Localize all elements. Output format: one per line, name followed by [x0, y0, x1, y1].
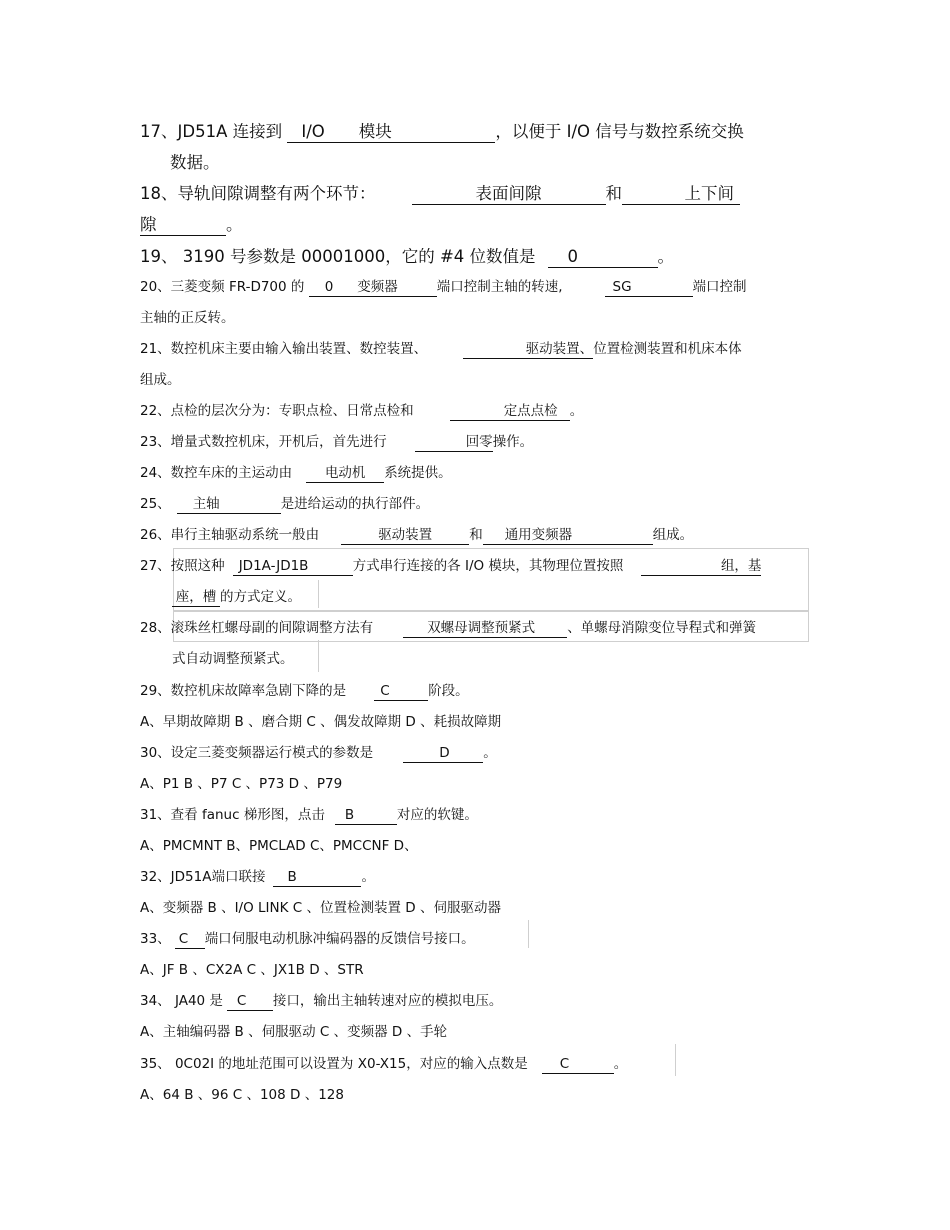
question-28-cont: 式自动调整预紧式。 [172, 651, 294, 667]
scan-line [528, 920, 529, 948]
question-35-options: A、64 B 、96 C 、108 D 、128 [140, 1087, 344, 1103]
answer-blank: 0 [548, 248, 658, 268]
question-31-options: A、PMCMNT B、PMCLAD C、PMCCNF D、 [140, 838, 418, 854]
answer-blank: JD1A-JD1B [233, 559, 353, 576]
question-text: 20、三菱变频 FR-D700 的 [140, 279, 305, 295]
question-27-cont [172, 589, 301, 607]
answer-blank: 座，槽 [172, 590, 220, 607]
question-text: 方式串行连接的各 I/O 模块，其物理位置按照 [352, 558, 624, 574]
answer-blank: 驱动装置、 [463, 342, 593, 359]
answer-blank: C [227, 994, 273, 1011]
question-18 [140, 184, 740, 205]
answer-blank: 0 变频器 [309, 280, 437, 297]
question-18-cont: 隙 。 [140, 215, 243, 234]
question-text: 接口，输出主轴转速对应的模拟电压。 [272, 993, 503, 1009]
question-29-options: A、早期故障期 B 、磨合期 C 、偶发故障期 D 、耗损故障期 [140, 714, 502, 730]
question-text: 25、 [140, 496, 171, 512]
answer-blank: 上下间 [622, 185, 740, 205]
question-text: 端口控制 [692, 279, 747, 295]
question-text: 端口控制主轴的转速, [436, 279, 563, 295]
question-text: 24、数控车床的主运动由 [140, 465, 293, 481]
question-27 [140, 558, 761, 576]
question-17-cont: 数据。 [170, 153, 220, 172]
question-33-options: A、JF B 、CX2A C 、JX1B D 、STR [140, 962, 364, 978]
question-text: 29、数控机床故障率急剧下降的是 [140, 683, 347, 699]
question-21-cont: 组成。 [140, 372, 181, 388]
question-text: 33、 [140, 931, 171, 947]
question-text: 和 [605, 184, 622, 203]
answer-blank: 回零 [415, 435, 493, 452]
question-23 [140, 434, 533, 452]
question-26 [140, 527, 693, 545]
answer-blank: 驱动装置 [341, 528, 469, 545]
question-32: 32、JD51A端口联接 B 。 [140, 869, 375, 885]
question-text: 27、按照这种 [140, 558, 225, 574]
question-20 [140, 279, 747, 297]
question-text: 是进给运动的执行部件。 [280, 496, 430, 512]
question-text: 端口伺服电动机脉冲编码器的反馈信号接口。 [204, 931, 475, 947]
question-30-options: A、P1 B 、P7 C 、P73 D 、P79 [140, 776, 343, 792]
question-text: 系统提供。 [384, 465, 452, 481]
question-22: 22、点检的层次分为：专职点检、日常点检和 定点点检 。 [140, 403, 584, 419]
question-21 [140, 341, 742, 359]
answer-blank: C [175, 932, 205, 949]
answer-blank: 主轴 [177, 497, 281, 514]
answer-blank: 定点点检 [450, 404, 570, 421]
question-text: ，以便于 I/O 信号与数控系统交换 [495, 122, 744, 141]
question-29 [140, 683, 469, 701]
question-text: 对应的软键。 [396, 807, 478, 823]
question-30: 30、设定三菱变频器运行模式的参数是 D 。 [140, 745, 497, 761]
question-text: 28、滚珠丝杠螺母副的间隙调整方法有 [140, 620, 374, 636]
question-text: 35、 0C02I 的地址范围可以设置为 X0-X15，对应的输入点数是 [140, 1056, 528, 1072]
question-text: 22、点检的层次分为：专职点检、日常点检和 [140, 403, 414, 419]
answer-blank: 电动机 [306, 466, 384, 483]
question-text: 17、JD51A 连接到 [140, 122, 283, 141]
answer-blank: 表面间隙 [412, 185, 606, 205]
scan-line [318, 640, 319, 672]
question-text: 30、设定三菱变频器运行模式的参数是 [140, 745, 374, 761]
question-32-options: A、变频器 B 、I/O LINK C 、位置检测装置 D 、伺服驱动器 [140, 900, 501, 916]
question-text: 、单螺母消隙变位导程式和弹簧 [567, 620, 757, 636]
answer-blank: 组，基 [641, 559, 761, 576]
answer-blank: C [542, 1057, 614, 1074]
answer-blank: 双螺母调整预紧式 [403, 621, 567, 638]
question-33 [140, 931, 475, 949]
answer-blank: B [335, 808, 397, 825]
scan-line [318, 580, 319, 608]
answer-blank: C [374, 684, 428, 701]
answer-blank: SG [605, 280, 693, 297]
answer-blank: 隙 [140, 216, 226, 236]
answer-blank: D [403, 746, 483, 763]
question-19: 19、 3190 号参数是 00001000，它的 #4 位数值是 0 。 [140, 247, 675, 266]
question-text: 21、数控机床主要由输入输出装置、数控装置、 [140, 341, 428, 357]
question-text: 位置检测装置和机床本体 [593, 341, 742, 357]
question-text: 和 [469, 527, 483, 543]
question-text: 操作。 [492, 434, 534, 450]
question-text: 34、 JA40 是 [140, 993, 223, 1009]
question-text: 的方式定义。 [220, 589, 301, 605]
question-35: 35、 0C02I 的地址范围可以设置为 X0-X15，对应的输入点数是 C 。 [140, 1056, 628, 1072]
question-24 [140, 465, 452, 483]
question-31 [140, 807, 478, 825]
question-34 [140, 993, 502, 1011]
question-text: 26、串行主轴驱动系统一般由 [140, 527, 320, 543]
question-text: 组成。 [652, 527, 694, 543]
question-34-options: A、主轴编码器 B 、伺服驱动 C 、变频器 D 、手轮 [140, 1024, 448, 1040]
question-text: 阶段。 [428, 683, 469, 699]
answer-blank: I/O 模块 [287, 123, 495, 143]
answer-blank: B [273, 870, 361, 887]
scan-line [675, 1044, 676, 1076]
question-text: 32、JD51A端口联接 [140, 869, 266, 885]
question-text: 31、查看 fanuc 梯形图，点击 [140, 807, 325, 823]
question-17 [140, 122, 744, 143]
question-28 [140, 620, 756, 638]
question-25 [140, 496, 429, 514]
question-text: 18、导轨间隙调整有两个环节： [140, 184, 376, 203]
answer-blank: 通用变频器 [483, 528, 653, 545]
question-text: 19、 3190 号参数是 00001000，它的 #4 位数值是 [140, 247, 536, 266]
question-text: 23、增量式数控机床，开机后，首先进行 [140, 434, 387, 450]
question-20-cont: 主轴的正反转。 [140, 310, 235, 326]
